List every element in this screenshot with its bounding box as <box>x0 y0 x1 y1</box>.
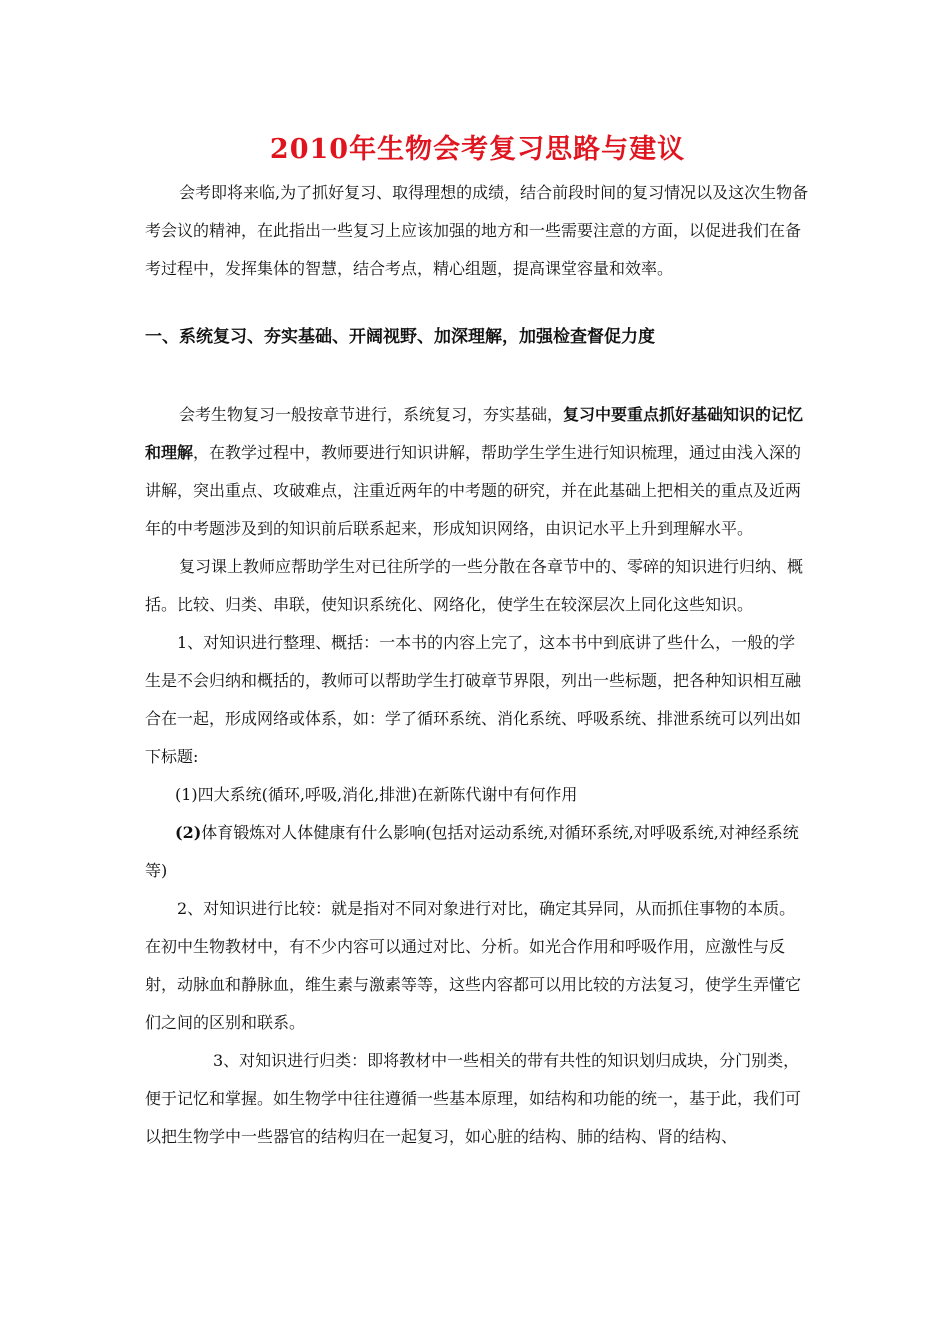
list-item-text: 体育锻炼对人体健康有什么影响(包括对运动系统,对循环系统,对呼吸系统,对神经系统等) <box>145 823 799 880</box>
paragraph-point-1: 1、对知识进行整理、概括：一本书的内容上完了，这本书中到底讲了些什么，一般的学生是不会归纳和概括的，教师可以帮助学生打破章节界限，列出一些标题，把各种知识相互融合在一起，形成网络或体系，如：学了循环系统、消化系统、呼吸系统、排泄系统可以列出如下标题: <box>145 633 802 766</box>
emphasis-text: 复习中要重点抓好基础知识的记忆和理解 <box>145 405 804 462</box>
section-heading: 一、系统复习、夯实基础、开阔视野、加深理解，加强检查督促力度 <box>145 327 655 347</box>
paragraph-review-method <box>145 396 810 548</box>
paragraph-text: ，在教学过程中，教师要进行知识讲解，帮助学生学生进行知识梳理，通过由浅入深的讲解，突出重点、攻破难点，注重近两年的中考题的研究，并在此基础上把相关的重点及近两年的中考题涉及到的知识前后联系起来，形成知识网络，由识记水平上升到理解水平。 <box>145 443 802 538</box>
intro-paragraph: 会考即将来临,为了抓好复习、取得理想的成绩，结合前段时间的复习情况以及这次生物备考会议的精神，在此指出一些复习上应该加强的地方和一些需要注意的方面，以促进我们在备考过程中，发挥集体的智慧，结合考点，精心组题，提高课堂容量和效率。 <box>145 183 809 278</box>
paragraph-point-2: 2、对知识进行比较：就是指对不同对象进行对比，确定其异同，从而抓住事物的本质。在初中生物教材中，有不少内容可以通过对比、分析。如光合作用和呼吸作用，应激性与反射，动脉血和静脉血，维生素与激素等等，这些内容都可以用比较的方法复习，使学生弄懂它们之间的区别和联系。 <box>145 899 802 1032</box>
list-item-number: (2) <box>175 823 202 842</box>
paragraph-point-3: 3、对知识进行归类：即将教材中一些相关的带有共性的知识划归成块，分门别类，便于记忆和掌握。如生物学中往往遵循一些基本原理，如结构和功能的统一，基于此，我们可以把生物学中一些器官的结构归在一起复习，如心脏的结构、肺的结构、肾的结构、 <box>145 1051 802 1146</box>
paragraph-summarize: 复习课上教师应帮助学生对已往所学的一些分散在各章节中的、零碎的知识进行归纳、概括。比较、归类、串联，使知识系统化、网络化，使学生在较深层次上同化这些知识。 <box>145 557 804 614</box>
list-item-1: (1)四大系统(循环,呼吸,消化,排泄)在新陈代谢中有何作用 <box>175 785 578 804</box>
document-title: 2010年生物会考复习思路与建议 <box>269 134 686 165</box>
list-item-2 <box>145 814 810 890</box>
paragraph-text: 会考生物复习一般按章节进行，系统复习，夯实基础， <box>179 405 564 424</box>
